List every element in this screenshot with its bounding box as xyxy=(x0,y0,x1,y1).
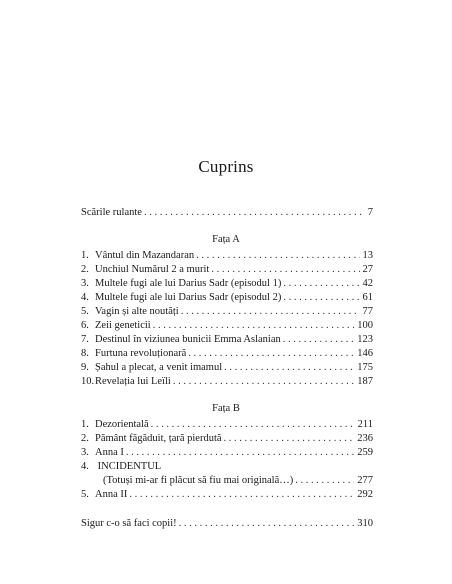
toc-entry xyxy=(81,263,373,277)
toc-entry-number: 5. xyxy=(81,489,89,500)
toc-entry-text: Destinul în viziunea bunicii Emma Aslanian xyxy=(95,334,281,345)
leader-dots xyxy=(281,333,354,347)
toc-entry-page: 187 xyxy=(357,376,373,387)
toc-entry-text: Furtuna revoluționară xyxy=(95,348,187,359)
toc-entry-number: 1. xyxy=(81,250,89,261)
toc-entry-page: 13 xyxy=(362,250,373,261)
toc-entry-number: 4. xyxy=(81,461,89,472)
leader-dots xyxy=(293,474,354,488)
toc-entry-page: 292 xyxy=(357,489,373,500)
toc-entry-text: Zeii geneticii xyxy=(95,320,151,331)
toc-entry-text: Anna I xyxy=(95,447,124,458)
toc-entry xyxy=(81,375,373,389)
leader-dots xyxy=(209,263,359,277)
toc-entry-number: 4. xyxy=(81,292,89,303)
leader-dots xyxy=(179,305,360,319)
toc-entry xyxy=(81,488,373,502)
toc-entry-page: 100 xyxy=(357,320,373,331)
toc-entry-text: Unchiul Numărul 2 a murit xyxy=(95,264,210,275)
toc-entry-intro xyxy=(81,206,373,220)
toc-entry-page: 259 xyxy=(357,447,373,458)
toc-entry xyxy=(81,432,373,446)
page-title: Cuprins xyxy=(198,157,254,176)
leader-dots xyxy=(171,375,354,389)
toc-entry xyxy=(81,347,373,361)
toc-entry-page: 42 xyxy=(362,278,373,289)
leader-dots xyxy=(142,206,365,220)
leader-dots xyxy=(281,291,359,305)
toc-entry xyxy=(81,446,373,460)
toc-entry-text: INCIDENTUL xyxy=(97,461,162,472)
toc-entry-text: Șahul a plecat, a venit imamul xyxy=(95,362,223,373)
toc-entry-page: 277 xyxy=(357,475,373,486)
leader-dots xyxy=(186,347,354,361)
toc-entry-text: Scările rulante xyxy=(81,207,142,218)
leader-dots xyxy=(222,361,354,375)
toc-entry-text: Revelația lui Leïli xyxy=(95,376,171,387)
toc-entry-number: 3. xyxy=(81,447,89,458)
leader-dots xyxy=(151,319,355,333)
toc-entry-number: 6. xyxy=(81,320,89,331)
toc-entry-page: 146 xyxy=(357,348,373,359)
toc-entry-outro xyxy=(81,517,373,531)
toc-entry-number: 2. xyxy=(81,264,89,275)
toc-entry-continuation xyxy=(81,474,373,488)
toc-entry-text: Sigur c-o să faci copii! xyxy=(81,518,177,529)
toc-entry-page: 27 xyxy=(362,264,373,275)
toc-entry-page: 211 xyxy=(357,419,373,430)
leader-dots xyxy=(194,249,359,263)
toc-entry-number: 7. xyxy=(81,334,89,345)
toc-entry xyxy=(81,418,373,432)
toc-entry xyxy=(81,291,373,305)
toc-entry-page: 236 xyxy=(357,433,373,444)
toc-entry xyxy=(81,460,373,474)
toc-entry-text: Vântul din Mazandaran xyxy=(95,250,195,261)
toc-entry-text: Dezorientală xyxy=(95,419,149,430)
toc-entry xyxy=(81,277,373,291)
toc-entry-number: 8. xyxy=(81,348,89,359)
toc-entry xyxy=(81,305,373,319)
toc-entry-number: 5. xyxy=(81,306,89,317)
toc-entry-number: 2. xyxy=(81,433,89,444)
leader-dots xyxy=(149,418,355,432)
leader-dots xyxy=(177,517,355,531)
leader-dots xyxy=(124,446,354,460)
leader-dots xyxy=(281,277,359,291)
toc-entry xyxy=(81,333,373,347)
toc-entry-page: 175 xyxy=(357,362,373,373)
toc-entry xyxy=(81,361,373,375)
toc-entry-text: Pământ făgăduit, țară pierdută xyxy=(95,433,222,444)
toc-entry-text: Anna II xyxy=(95,489,128,500)
toc-entry-page: 7 xyxy=(367,207,373,218)
toc-entry-number: 9. xyxy=(81,362,89,373)
toc-entry xyxy=(81,319,373,333)
toc-entry-page: 77 xyxy=(362,306,373,317)
toc-entry-text: Multele fugi ale lui Darius Sadr (episodul 2) xyxy=(95,292,282,303)
toc-entry-text: Vagin și alte noutăți xyxy=(95,306,179,317)
leader-dots xyxy=(222,432,355,446)
toc-entry-page: 61 xyxy=(362,292,373,303)
toc-entry-text: (Totuși mi-ar fi plăcut să fiu mai originală…) xyxy=(103,475,294,486)
toc-entry xyxy=(81,249,373,263)
toc-entry-number: 1. xyxy=(81,419,89,430)
leader-dots xyxy=(127,488,354,502)
toc-entry-page: 310 xyxy=(357,518,373,529)
toc-entry-text: Multele fugi ale lui Darius Sadr (episodul 1) xyxy=(95,278,282,289)
section-heading-a: Fața A xyxy=(212,234,240,245)
toc-entry-number: 10. xyxy=(81,376,95,387)
toc-entry-number: 3. xyxy=(81,278,89,289)
section-heading-b: Fața B xyxy=(212,403,240,414)
toc-entry-page: 123 xyxy=(357,334,373,345)
